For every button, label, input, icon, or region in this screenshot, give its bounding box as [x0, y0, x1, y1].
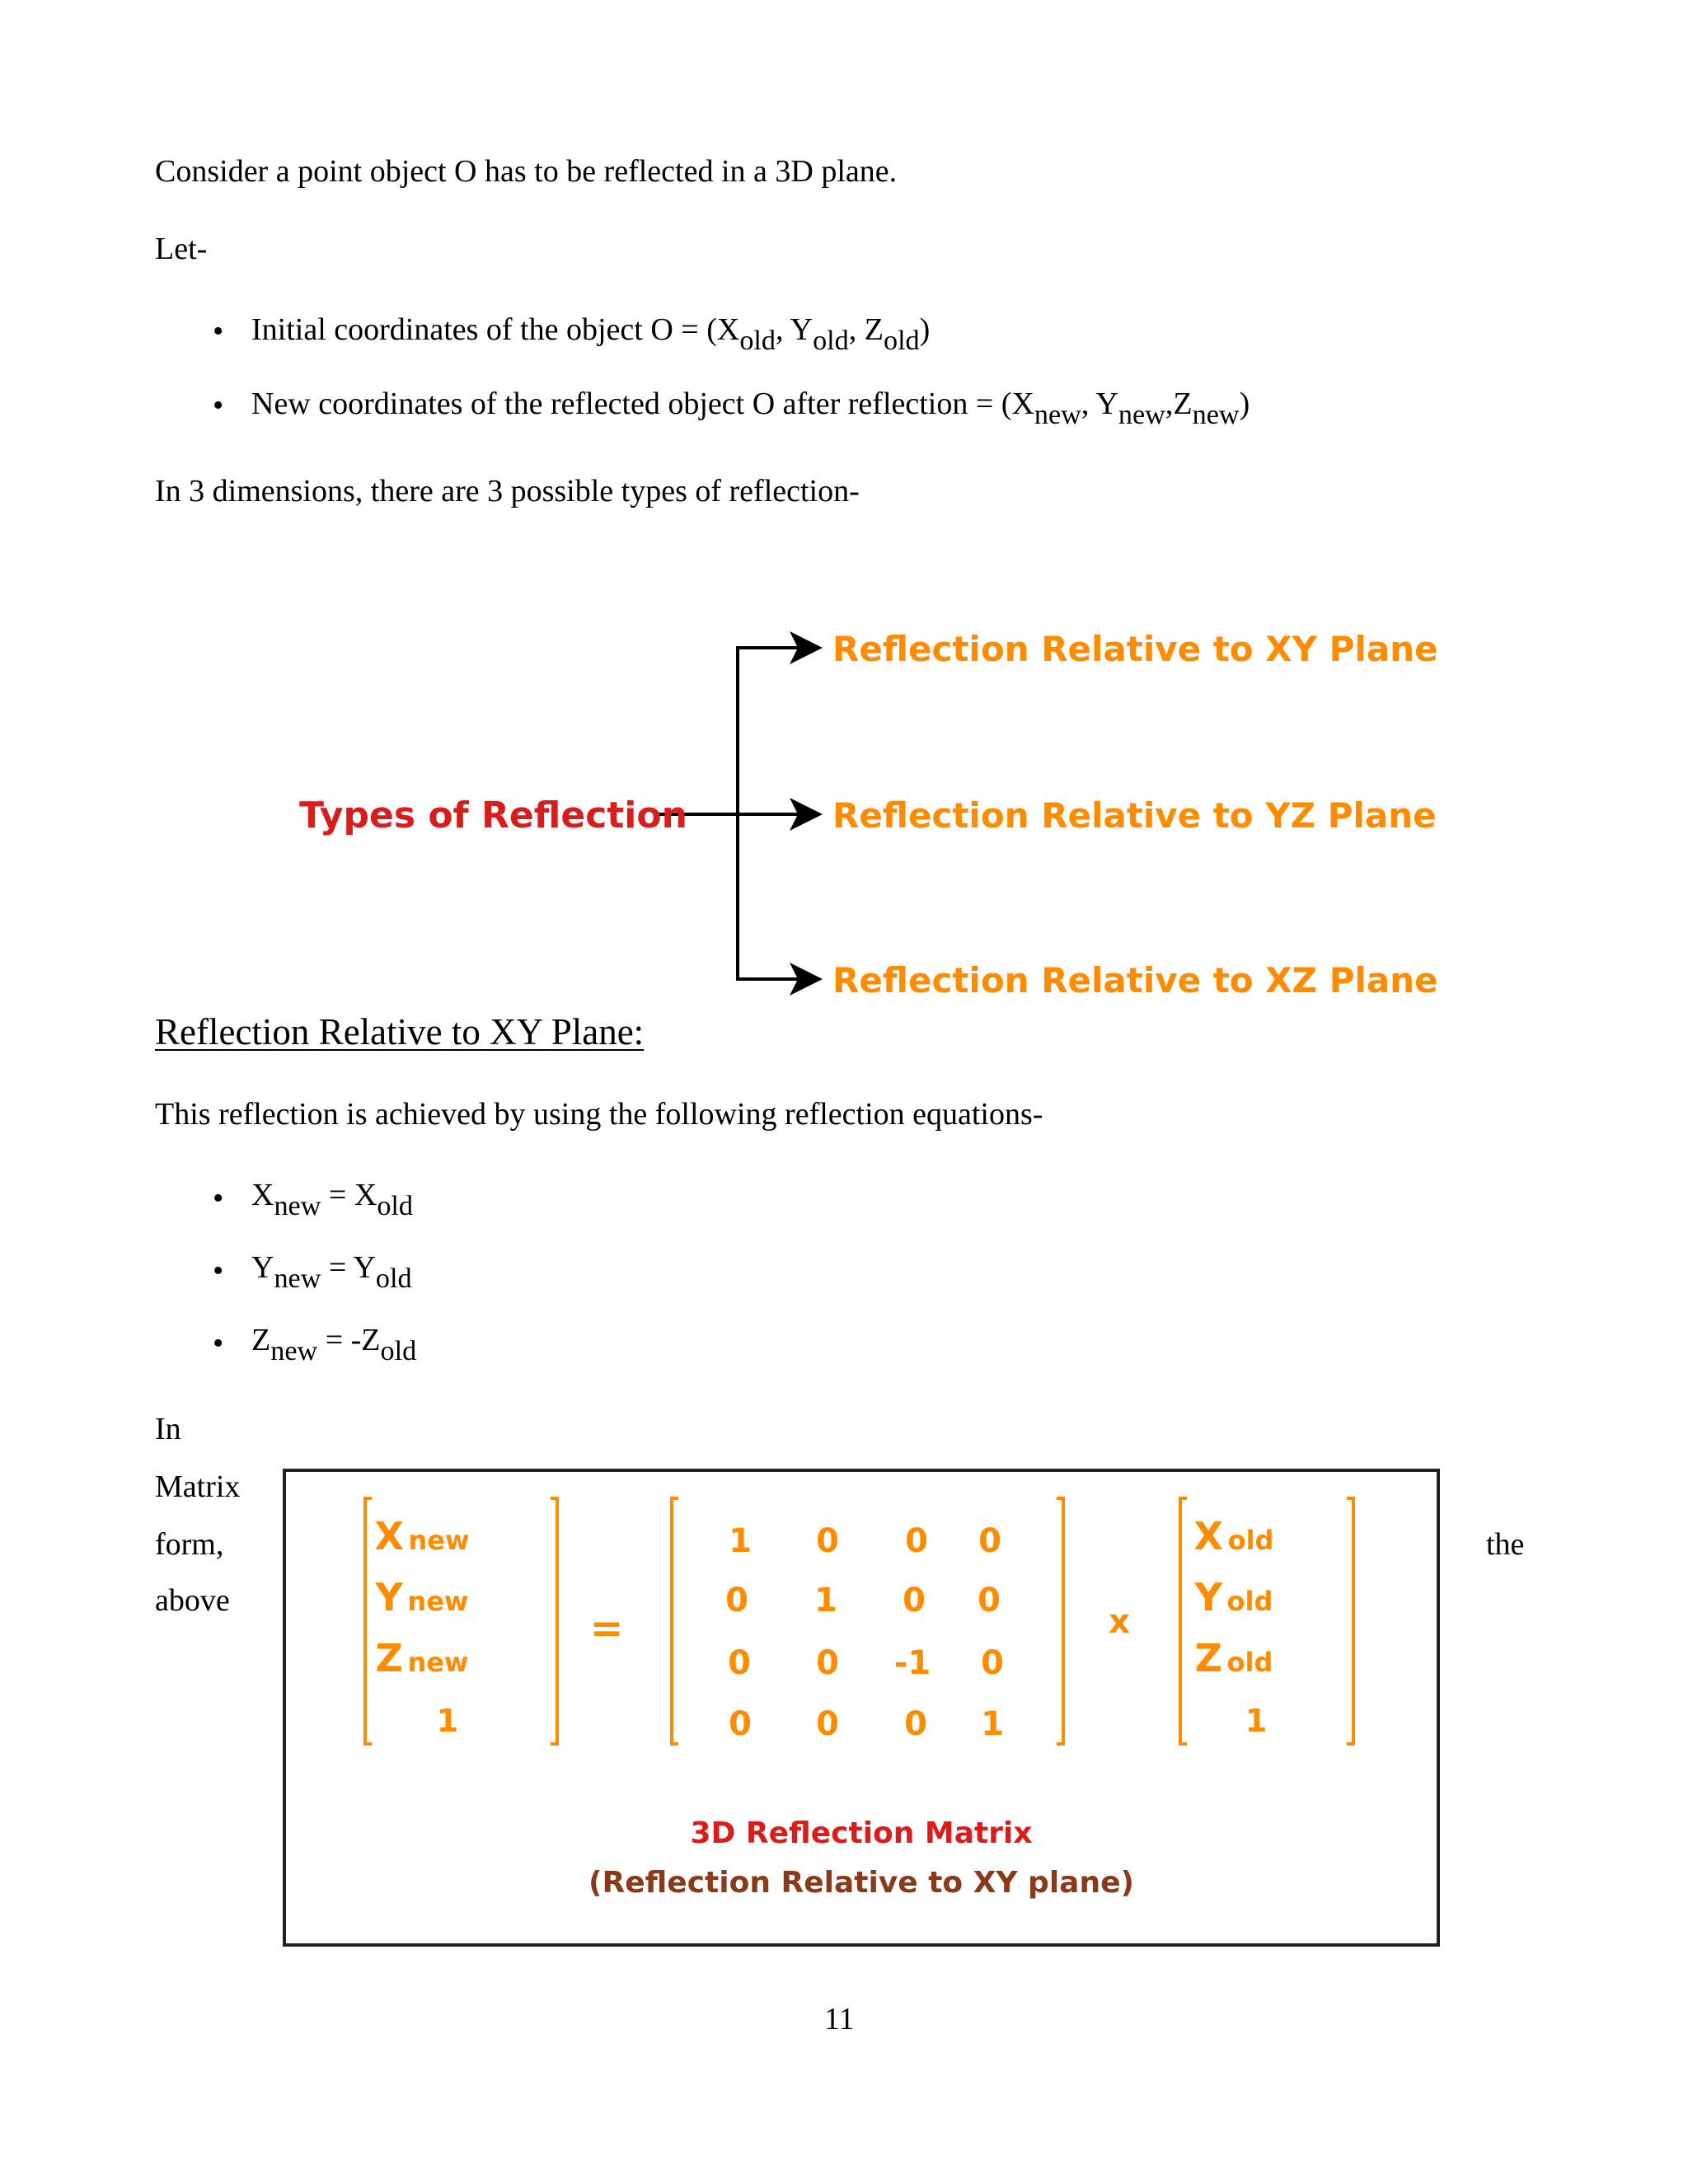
equals-sign: =: [317, 1323, 351, 1357]
var-x: X: [1011, 387, 1034, 421]
eq-lhs: Y: [251, 1250, 274, 1285]
rhs-entry-x: [1194, 1514, 1274, 1558]
vec-sub: old: [1226, 1647, 1273, 1678]
matrix-cell: 0: [903, 1582, 926, 1619]
var-z: Z: [1173, 387, 1193, 421]
matrix-left-bracket: [672, 1498, 678, 1744]
vec-main: 1: [1245, 1703, 1268, 1739]
vec-sub: new: [407, 1586, 469, 1617]
vec-main: Z: [375, 1636, 403, 1680]
vec-main: 1: [436, 1703, 459, 1739]
equation-x: [251, 1177, 413, 1221]
closing-paren: ): [1239, 387, 1250, 421]
diagram-root-label: Types of Reflection: [299, 794, 687, 837]
equation-z: [251, 1322, 417, 1366]
matrix-cell: 0: [816, 1705, 839, 1743]
var-subscript: new: [270, 1335, 318, 1366]
matrix-cell: -1: [893, 1644, 931, 1682]
bullet-dot: •: [213, 388, 224, 423]
matrix-cell: 1: [729, 1522, 752, 1560]
intro-line: Consider a point object O has to be reflected in a 3D plane.: [155, 154, 898, 189]
var-subscript: new: [274, 1190, 321, 1221]
reflection-types-diagram: [0, 0, 1688, 1014]
matrix-cell: 0: [816, 1522, 839, 1560]
var-subscript: old: [380, 1335, 417, 1366]
matrix-right-bracket: [1057, 1498, 1063, 1744]
equals-operator: =: [589, 1605, 624, 1652]
equations-intro: This reflection is achieved by using the following reflection equations-: [155, 1097, 1043, 1132]
diagram-branch-yz: Reflection Relative to YZ Plane: [832, 795, 1437, 836]
matrix-cell: 0: [729, 1705, 752, 1743]
lhs-entry-y: [376, 1575, 469, 1619]
lhs-left-bracket: [365, 1498, 372, 1744]
matrix-cell: 0: [725, 1582, 748, 1619]
page-number: 11: [824, 2002, 855, 2036]
lhs-entry-x: [374, 1514, 469, 1558]
var-y: Y: [1095, 387, 1118, 421]
separator: ,: [1165, 387, 1174, 421]
bullet-dot: •: [213, 1326, 224, 1361]
matrix-cell: 1: [814, 1582, 837, 1619]
var-x: X: [716, 312, 740, 347]
equals-sign: =: [321, 1250, 354, 1285]
vec-main: Y: [375, 1575, 403, 1619]
matrix-caption-title: 3D Reflection Matrix: [690, 1816, 1033, 1850]
separator: ,: [1081, 387, 1096, 421]
vec-sub: new: [407, 1647, 469, 1678]
matrix-cell: 0: [978, 1582, 1001, 1619]
var-y: Y: [790, 312, 814, 347]
bullet-text: New coordinates of the reflected object O after reflection = (: [251, 387, 1012, 421]
rhs-right-bracket: [1347, 1498, 1353, 1744]
vec-main: X: [1193, 1514, 1224, 1558]
var-subscript: new: [1034, 399, 1081, 430]
var-subscript: new: [1192, 399, 1240, 430]
eq-lhs: X: [251, 1178, 274, 1212]
multiply-operator: x: [1109, 1603, 1130, 1641]
vec-sub: old: [1227, 1525, 1274, 1556]
rhs-left-bracket: [1180, 1498, 1187, 1744]
vec-main: X: [374, 1514, 404, 1558]
matrix-cell: 0: [981, 1644, 1004, 1682]
eq-rhs: Y: [353, 1250, 376, 1285]
diagram-branch-xy: Reflection Relative to XY Plane: [832, 629, 1438, 669]
var-subscript: old: [883, 325, 920, 356]
section-heading: Reflection Relative to XY Plane:: [155, 1011, 645, 1052]
side-text-form: form,: [155, 1527, 224, 1562]
separator: ,: [776, 312, 790, 347]
rhs-entry-w: [1245, 1703, 1267, 1739]
var-subscript: new: [274, 1263, 321, 1294]
matrix-cell: 0: [978, 1522, 1001, 1560]
side-text-matrix: Matrix: [155, 1469, 241, 1504]
matrix-cell: 0: [904, 1705, 927, 1743]
matrix-cell: 0: [905, 1522, 928, 1560]
side-text-above: above: [155, 1583, 230, 1618]
equals-sign: =: [321, 1178, 354, 1212]
separator: ,: [848, 312, 865, 347]
eq-rhs: X: [354, 1178, 377, 1212]
bullet-text: Initial coordinates of the object O = (: [251, 312, 717, 347]
closing-paren: ): [919, 312, 931, 347]
equation-y: [251, 1249, 412, 1294]
vec-main: Y: [1194, 1575, 1222, 1619]
vec-main: Z: [1194, 1636, 1222, 1680]
types-intro: In 3 dimensions, there are 3 possible types of reflection-: [155, 474, 860, 509]
var-subscript: old: [375, 1263, 412, 1294]
vec-sub: old: [1226, 1586, 1273, 1617]
var-z: Z: [864, 312, 884, 347]
bullet-dot: •: [213, 314, 224, 349]
matrix-caption-subtitle: (Reflection Relative to XY plane): [588, 1866, 1134, 1900]
side-text-the: the: [1486, 1527, 1525, 1562]
bullet-dot: •: [213, 1181, 224, 1216]
matrix-cell: 0: [816, 1644, 839, 1682]
var-subscript: new: [1118, 399, 1165, 430]
rhs-entry-z: [1195, 1636, 1273, 1680]
lhs-entry-z: [376, 1636, 469, 1680]
var-subscript: old: [813, 325, 849, 356]
matrix-cell: 1: [981, 1705, 1004, 1743]
eq-lhs: Z: [251, 1323, 271, 1357]
lhs-right-bracket: [551, 1498, 557, 1744]
side-text-in: In: [155, 1412, 181, 1446]
diagram-branch-xz: Reflection Relative to XZ Plane: [832, 960, 1438, 1001]
lhs-entry-w: [437, 1703, 458, 1739]
var-subscript: old: [377, 1190, 413, 1221]
rhs-entry-y: [1195, 1575, 1273, 1619]
reflection-matrix-figure: [283, 1469, 1440, 1947]
vec-sub: new: [408, 1525, 470, 1556]
matrix-cell: 0: [728, 1644, 751, 1682]
eq-rhs: -Z: [350, 1323, 381, 1357]
var-subscript: old: [739, 325, 776, 356]
let-label: Let-: [155, 232, 208, 266]
bullet-dot: •: [213, 1254, 224, 1288]
